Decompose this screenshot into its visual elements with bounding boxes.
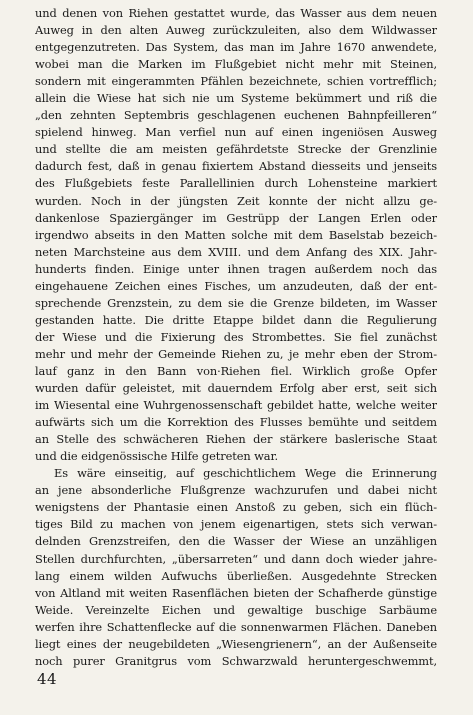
text-line: mehr und mehr der Gemeinde Riehen zu, je mehr eben der Strom-: [35, 346, 437, 361]
text-line: des Flußgebiets feste Parallellinien durch Lohensteine markiert: [35, 176, 437, 191]
text-line: entgegenzutreten. Das System, das man im Jahre 1670 anwendete,: [35, 40, 437, 55]
text-line: im Wiesental eine Wuhrgenossenschaft gebildet hatte, welche weiter: [35, 398, 437, 413]
text-line: an jene absonderliche Flußgrenze wachzurufen und dabei nicht: [35, 483, 437, 498]
text-line: von Altland mit weiten Rasenflächen bieten der Schafherde günstige: [35, 585, 437, 600]
text-line: spielend hinweg. Man verfiel nun auf einen ingeniösen Ausweg: [35, 125, 437, 140]
body-text: [35, 5, 437, 670]
text-line: wurden dafür geleistet, mit dauerndem Erfolg aber erst, seit sich: [35, 381, 437, 396]
text-line: wenigstens der Phantasie einen Anstoß zu geben, sich ein flüch-: [35, 500, 437, 515]
text-line: delnden Grenzstreifen, den die Wasser der Wiese an unzähligen: [35, 534, 437, 549]
text-line: und die eidgenössische Hilfe getreten war.: [35, 449, 279, 464]
text-line: noch purer Granitgrus vom Schwarzwald heruntergeschwemmt,: [35, 653, 437, 668]
text-line: der Wiese und die Fixierung des Strombettes. Sie fiel zunächst: [35, 329, 437, 344]
text-line: sondern mit eingerammten Pfählen bezeichnete, schien vortrefflich;: [35, 74, 437, 89]
text-line: „den zehnten Septembris geschlagenen euchenen Bahnpfeilleren“: [35, 108, 437, 123]
text-line: wobei man die Marken im Flußgebiet nicht mehr mit Steinen,: [35, 57, 437, 72]
text-line: aufwärts sich um die Korrektion des Flusses bemühte und seitdem: [35, 415, 437, 430]
text-line: lauf ganz in den Bann von·Riehen fiel. Wirklich große Opfer: [35, 363, 437, 378]
text-line: liegt eines der neugebildeten „Wiesengrienern“, an der Außenseite: [35, 636, 437, 651]
text-line: Weide. Vereinzelte Eichen und gewaltige buschige Sarbäume: [35, 602, 437, 617]
text-line: und denen von Riehen gestattet wurde, das Wasser aus dem neuen: [35, 6, 437, 20]
text-line: tiges Bild zu machen von jenem eigenartigen, stets sich verwan-: [35, 517, 437, 532]
text-line: neten Marchsteine aus dem XVIII. und dem Anfang des XIX. Jahr-: [35, 244, 437, 259]
text-line: gestanden hatte. Die dritte Etappe bildet dann die Regulierung: [35, 312, 437, 327]
text-line: Es wäre einseitig, auf geschichtlichem Wege die Erinnerung: [54, 466, 437, 481]
text-line: irgendwo abseits in den Matten solche mit dem Baselstab bezeich-: [35, 227, 437, 242]
text-line: an Stelle des schwächeren Riehen der stärkere baslerische Staat: [35, 432, 437, 447]
text-line: werfen ihre Schattenflecke auf die sonnenwarmen Flächen. Daneben: [35, 619, 437, 634]
text-line: Auweg in den alten Auweg zurückzuleiten, also dem Wildwasser: [35, 23, 437, 38]
paragraph-2: [35, 465, 437, 670]
text-line: dankenlose Spaziergänger im Gestrüpp der Langen Erlen oder: [35, 210, 437, 225]
text-line: dadurch fest, daß in genau fixiertem Abstand diesseits und jenseits: [35, 159, 437, 174]
text-line: Stellen durchfurchten, „übersarreten“ und dann doch wieder jahre-: [35, 551, 437, 566]
text-line: eingehauene Zeichen eines Fisches, um anzudeuten, daß der ent-: [35, 278, 437, 293]
text-line: lang einem wilden Aufwuchs überließen. Ausgedehnte Strecken: [35, 568, 437, 583]
text-line: wurden. Noch in der jüngsten Zeit konnte der nicht allzu ge-: [35, 193, 437, 208]
text-line: hunderts finden. Einige unter ihnen tragen außerdem noch das: [35, 261, 437, 276]
text-line: allein die Wiese hat sich nie um Systeme bekümmert und riß die: [35, 91, 437, 106]
page-number: 44: [37, 670, 58, 688]
paragraph-1: [35, 5, 437, 465]
text-line: und stellte die am meisten gefährdetste Strecke der Grenzlinie: [35, 142, 437, 157]
text-line: sprechende Grenzstein, zu dem sie die Grenze bildeten, im Wasser: [35, 295, 437, 310]
